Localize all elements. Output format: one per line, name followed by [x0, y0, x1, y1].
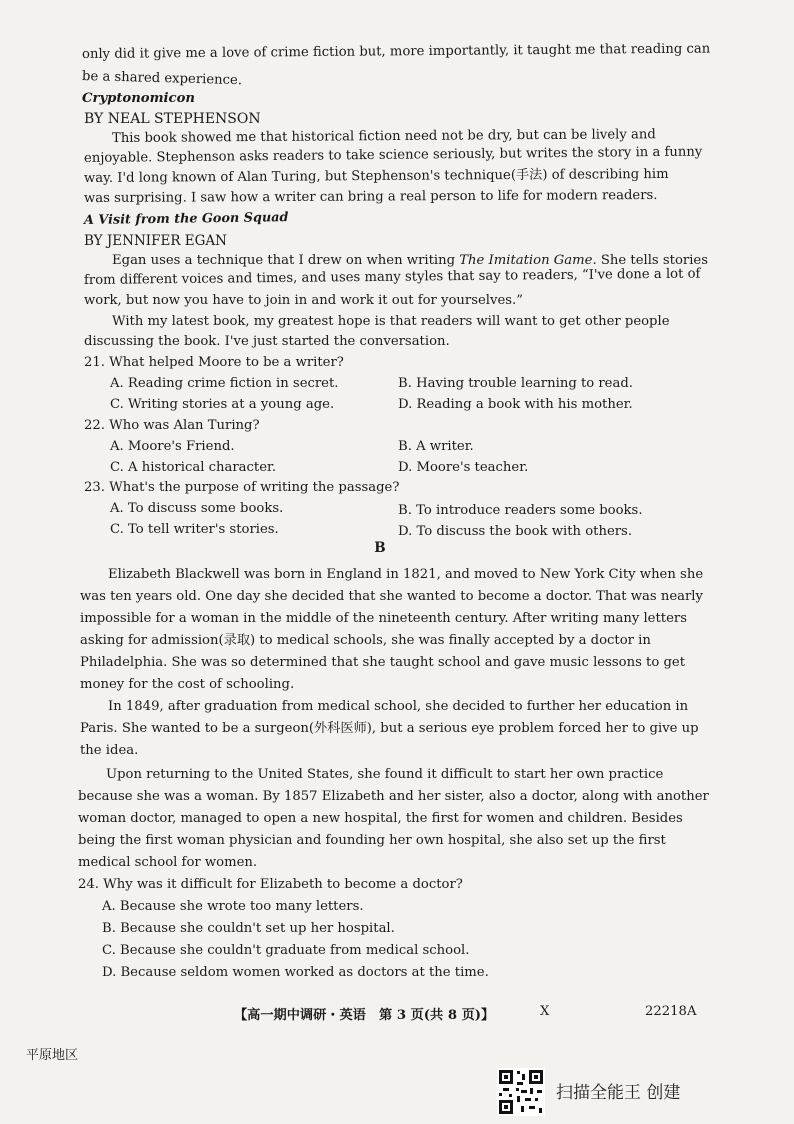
- passage-line: Paris. She wanted to be a surgeon(外科医师), but a serious eye problem forced her to give up: [80, 721, 699, 736]
- passage-line: money for the cost of schooling.: [80, 677, 295, 692]
- passage-line: work, but now you have to join in and work it out for yourselves.”: [84, 293, 523, 308]
- option-a: A. Reading crime fiction in secret.: [110, 376, 339, 391]
- option-b: B. Having trouble learning to read.: [398, 376, 633, 391]
- question-stem: 23. What's the purpose of writing the passage?: [84, 480, 400, 495]
- qr-code-icon: [497, 1068, 545, 1116]
- option-c: C. To tell writer's stories.: [110, 522, 279, 537]
- option-d: D. Moore's teacher.: [398, 460, 529, 475]
- passage-line: asking for admission(录取) to medical schools, she was finally accepted by a doctor in: [80, 633, 651, 648]
- question-stem: 24. Why was it difficult for Elizabeth to become a doctor?: [78, 877, 463, 892]
- section-label: B: [374, 540, 386, 556]
- passage-line: from different voices and times, and uses many styles that say to readers, “I've done a lot of: [83, 266, 701, 288]
- option-c: C. Writing stories at a young age.: [110, 397, 335, 412]
- passage-line: Egan uses a technique that I drew on when writing The Imitation Game. She tells stories: [112, 253, 708, 268]
- book-author: BY JENNIFER EGAN: [84, 233, 227, 249]
- passage-line: discussing the book. I've just started the conversation.: [84, 334, 450, 349]
- option-d: D. Because seldom women worked as doctors at the time.: [102, 965, 489, 980]
- passage-line: the idea.: [80, 743, 139, 758]
- passage-line: impossible for a woman in the middle of the nineteenth century. After writing many letters: [80, 611, 687, 626]
- passage-line: woman doctor, managed to open a new hospital, the first for women and children. Besides: [78, 811, 683, 826]
- option-b: B. A writer.: [398, 439, 474, 454]
- passage-line: Elizabeth Blackwell was born in England in 1821, and moved to New York City when she: [108, 567, 704, 582]
- option-b: B. Because she couldn't set up her hospital.: [102, 921, 395, 936]
- book-title: A Visit from the Goon Squad: [83, 210, 289, 228]
- passage-line: Upon returning to the United States, she found it difficult to start her own practice: [106, 767, 664, 782]
- option-c: C. A historical character.: [110, 460, 277, 475]
- question-stem: 21. What helped Moore to be a writer?: [84, 355, 344, 370]
- option-a: A. Moore's Friend.: [110, 439, 235, 454]
- passage-line: was surprising. I saw how a writer can bring a real person to life for modern readers.: [83, 187, 658, 206]
- question-stem: 22. Who was Alan Turing?: [84, 418, 260, 433]
- passage-line: With my latest book, my greatest hope is that readers will want to get other people: [112, 314, 670, 329]
- option-d: D. Reading a book with his mother.: [398, 397, 633, 412]
- option-b: B. To introduce readers some books.: [398, 503, 643, 518]
- passage-line: only did it give me a love of crime fiction but, more importantly, it taught me that reading can: [81, 41, 711, 62]
- passage-line: Philadelphia. She was so determined that she taught school and gave music lessons to get: [80, 655, 686, 670]
- version-mark: X: [540, 1004, 550, 1019]
- passage-line: This book showed me that historical fiction need not be dry, but can be lively and: [111, 127, 656, 146]
- passage-line: medical school for women.: [78, 855, 258, 870]
- passage-line: way. I'd long known of Alan Turing, but Stephenson's technique(手法) of describing him: [83, 166, 669, 186]
- exam-code: 22218A: [645, 1004, 697, 1019]
- scanner-watermark: 扫描全能王 创建: [556, 1083, 681, 1103]
- passage-line: was ten years old. One day she decided that she wanted to become a doctor. That was nearly: [80, 589, 703, 604]
- passage-line: being the first woman physician and founding her own hospital, she also set up the first: [78, 833, 666, 848]
- book-title: Cryptonomicon: [82, 91, 195, 106]
- passage-line: In 1849, after graduation from medical school, she decided to further her education in: [108, 699, 689, 714]
- region-label: 平原地区: [26, 1048, 79, 1063]
- option-a: A. To discuss some books.: [110, 501, 284, 516]
- option-d: D. To discuss the book with others.: [398, 524, 633, 539]
- passage-line: enjoyable. Stephenson asks readers to take science seriously, but writes the story in a funny: [83, 144, 703, 166]
- passage-line: be a shared experience.: [81, 69, 243, 89]
- option-a: A. Because she wrote too many letters.: [102, 899, 364, 914]
- option-c: C. Because she couldn't graduate from medical school.: [102, 943, 470, 958]
- passage-line: because she was a woman. By 1857 Elizabeth and her sister, also a doctor, along with another: [78, 789, 709, 804]
- exam-info: 【高一期中调研・英语 第 3 页(共 8 页)】: [234, 1008, 495, 1023]
- book-author: BY NEAL STEPHENSON: [84, 111, 261, 127]
